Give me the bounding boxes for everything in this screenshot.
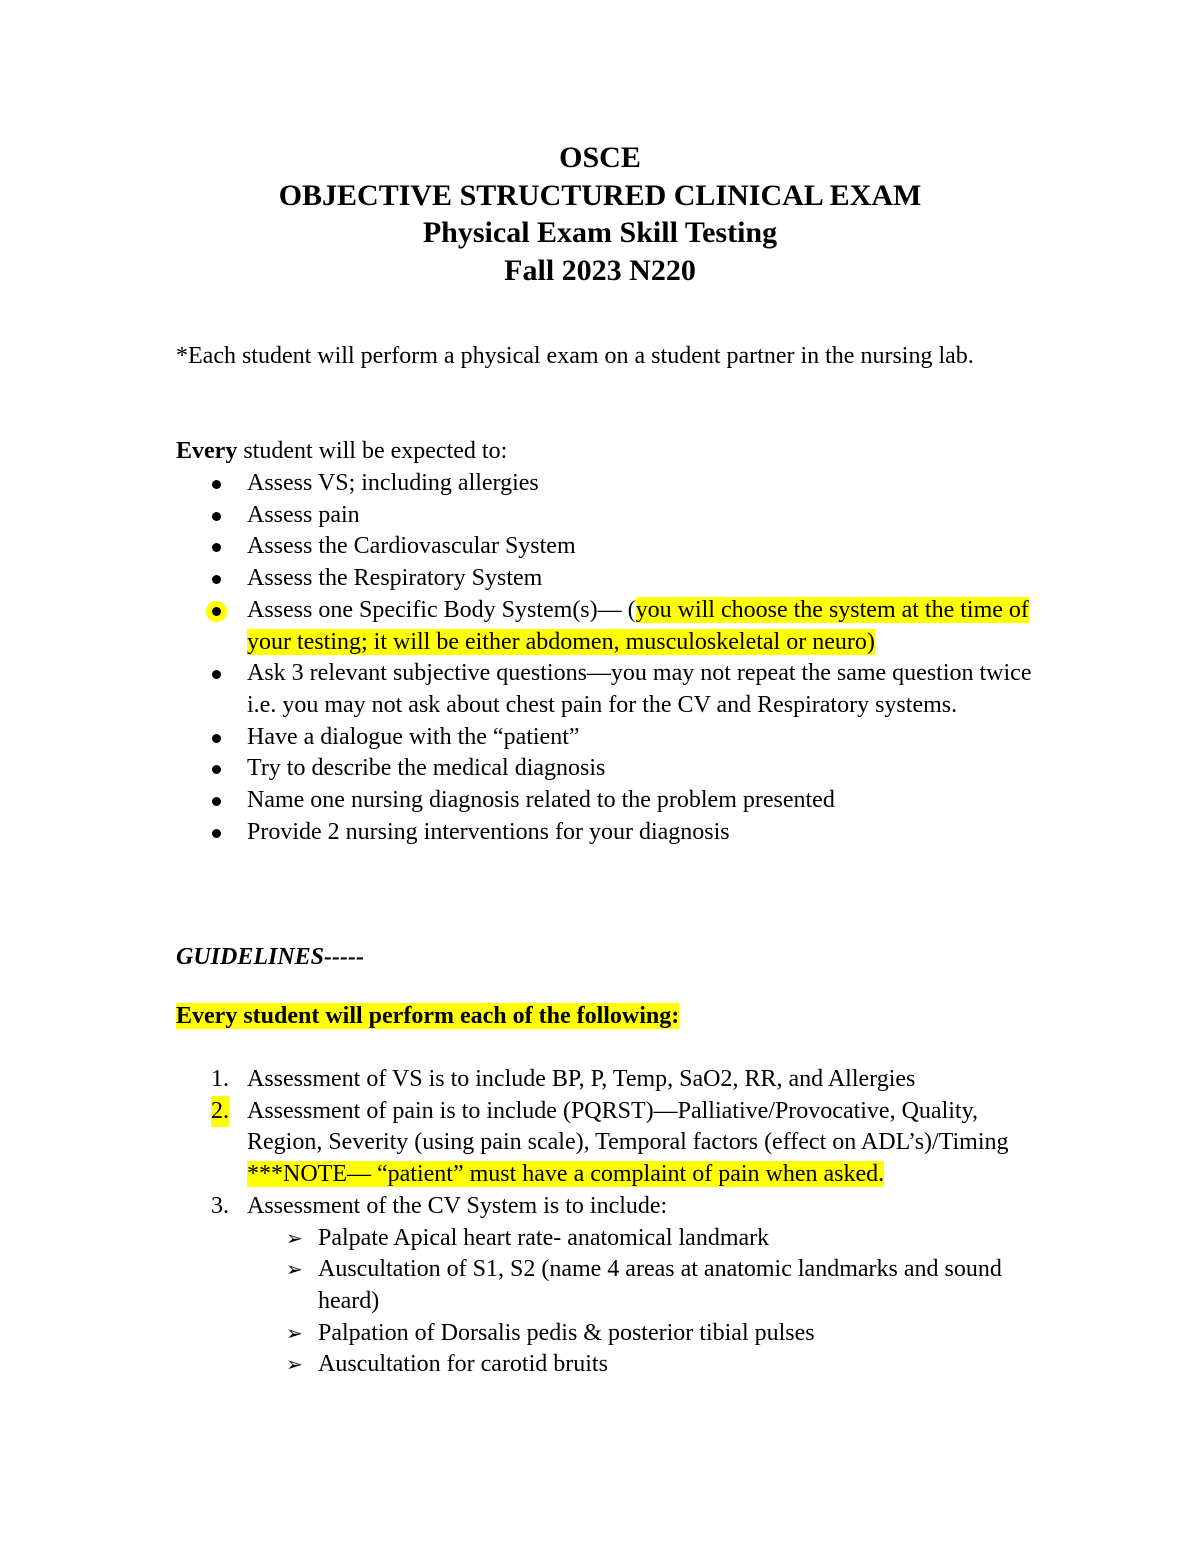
item-number: 1. (211, 1066, 229, 1092)
list-item (176, 753, 1036, 785)
arrow-bullet-icon: ➢ (286, 1352, 303, 1377)
numbered-item-text: Assessment of the CV System is to include: (247, 1192, 668, 1219)
list-item-text: Assess the Cardiovascular System (247, 533, 576, 560)
list-item (176, 500, 1036, 532)
expectations-lead-bold: Every (176, 438, 238, 464)
list-item (176, 468, 1036, 500)
sub-list-item (286, 1254, 1036, 1317)
numbered-list (176, 1064, 1036, 1381)
expectations-lead-text: student will be expected to: (237, 438, 508, 464)
highlighted-text: you will choose the system at the time of your testing; it will be either abdomen, musculoskeletal or neuro) (247, 596, 1029, 655)
list-item-text: Name one nursing diagnosis related to the problem presented (247, 787, 835, 814)
list-item-text: Assess pain (247, 501, 360, 528)
list-item (176, 817, 1036, 849)
sub-list-item (286, 1223, 1036, 1255)
item-number: 2. (211, 1096, 229, 1128)
list-item (176, 785, 1036, 817)
perform-heading-text: Every student will perform each of the following: (176, 1003, 680, 1029)
bullet-dot-icon (212, 734, 221, 743)
bullet-dot-icon (212, 607, 221, 616)
bullet-dot-icon (212, 670, 221, 679)
sub-list-item (286, 1318, 1036, 1350)
list-item-text: Assess one Specific Body System(s)— ( (247, 596, 636, 623)
bullet-dot-icon (212, 829, 221, 838)
list-item-text: Ask 3 relevant subjective questions—you may not repeat the same question twice i.e. you may not ask about chest pain for the CV and Respiratory systems. (247, 660, 1032, 718)
list-item-text: Have a dialogue with the “patient” (247, 723, 580, 750)
list-item (176, 658, 1036, 721)
arrow-bullet-icon: ➢ (286, 1320, 303, 1345)
bullet-dot-icon (212, 797, 221, 806)
list-item-text: Assess the Respiratory System (247, 565, 543, 592)
sub-list-item-text: Palpation of Dorsalis pedis & posterior tibial pulses (318, 1319, 815, 1346)
bullet-dot-icon (212, 575, 221, 584)
bullet-dot-icon (212, 512, 221, 521)
bullet-dot-icon (212, 765, 221, 774)
sub-list-item-text: Auscultation of S1, S2 (name 4 areas at anatomic landmarks and sound heard) (318, 1256, 1002, 1314)
intro-paragraph: *Each student will perform a physical exam on a student partner in the nursing lab. (176, 343, 974, 369)
bullet-dot-icon (212, 480, 221, 489)
numbered-item (176, 1191, 1036, 1223)
bullet-dot-icon (212, 543, 221, 552)
expectations-list (176, 468, 1036, 848)
list-item (176, 531, 1036, 563)
sub-list-item-text: Palpate Apical heart rate- anatomical landmark (318, 1224, 770, 1251)
list-item (176, 563, 1036, 595)
document-title (0, 139, 1200, 289)
title-full-name: OBJECTIVE STRUCTURED CLINICAL EXAM (278, 178, 922, 212)
numbered-item (176, 1064, 1036, 1096)
arrow-bullet-icon: ➢ (286, 1225, 303, 1250)
highlighted-text: ***NOTE— “patient” must have a complaint of pain when asked. (247, 1161, 885, 1188)
sub-list-item-text: Auscultation for carotid bruits (318, 1351, 608, 1378)
arrow-bullet-icon: ➢ (286, 1257, 303, 1282)
list-item (176, 722, 1036, 754)
title-term: Fall 2023 N220 (504, 253, 696, 287)
numbered-item-text: Assessment of VS is to include BP, P, Temp, SaO2, RR, and Allergies (247, 1066, 916, 1092)
list-item-text: Assess VS; including allergies (247, 470, 539, 496)
title-subject: Physical Exam Skill Testing (422, 216, 778, 249)
title-osce: OSCE (559, 141, 641, 174)
list-item (176, 595, 1036, 658)
item-number: 3. (211, 1192, 229, 1219)
sub-list-item (286, 1349, 1036, 1381)
numbered-item-text: Assessment of pain is to include (PQRST)—Palliative/Provocative, Quality, Region, Severity (using pain scale), Temporal factors (effect on ADL’s)/Timing (247, 1097, 1009, 1156)
list-item-text: Try to describe the medical diagnosis (247, 755, 606, 782)
numbered-item (176, 1096, 1036, 1191)
cv-subitems-list (286, 1223, 1036, 1382)
list-item-text: Provide 2 nursing interventions for your diagnosis (247, 818, 730, 845)
expectations-lead (176, 436, 1016, 468)
perform-heading (176, 1001, 679, 1033)
guidelines-heading: GUIDELINES----- (176, 944, 364, 970)
